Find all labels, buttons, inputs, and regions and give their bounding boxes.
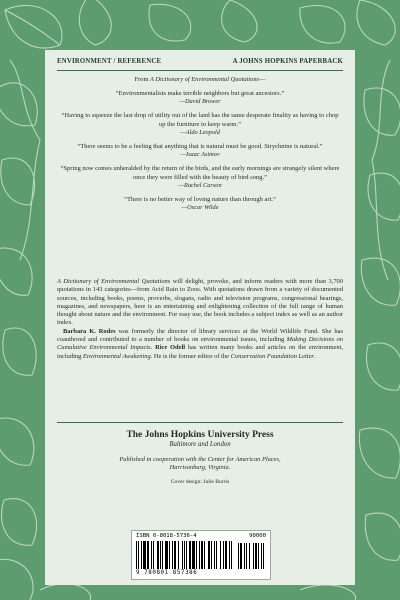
quote-author: —Rachel Carson	[178, 181, 222, 189]
author-bios: Barbara K. Rodes was formerly the director of library services at the World Wildlife Fund. She has coauthored and contributed to a number of books on environmental issues, including Making Decisions on Cumulative Environmental Impacts. Rice Odell has written many books and articles on the environment, including Environmental Awakening. He is the former editor of the Conservation Foundation Letter.	[57, 327, 344, 360]
quote-item: “Spring now comes unheralded by the return of the birds, and the early mornings are strangely silent where once they were filled with the beauty of bird song.” —Rachel Carson	[60, 165, 340, 189]
cooperation-note: Published in cooperation with the Center for American Places, Harrisonburg, Virginia.	[119, 456, 281, 471]
header-bar	[57, 58, 343, 65]
header-divider	[57, 70, 343, 71]
cover-design-credit: Cover design: Julie Burris	[170, 479, 230, 485]
isbn-text: ISBN 0-8018-5736-4	[136, 533, 197, 539]
quote-author: —Isaac Asimov	[180, 151, 220, 159]
quote-author: —Oscar Wilde	[181, 204, 219, 212]
quote-item: “Environmentalists make terrible neighbors but great ancestors.” —David Brower	[115, 90, 285, 106]
barcode-bars	[136, 541, 234, 569]
publisher-location: Baltimore and London	[169, 441, 231, 448]
barcode-number: 9 780801 857386	[136, 570, 198, 576]
quote-author: —Aldo Leopold	[180, 128, 220, 136]
category-label: ENVIRONMENT / REFERENCE	[57, 58, 162, 65]
quote-item: “There is no better way of loving nature than through art.” —Oscar Wilde	[124, 196, 276, 212]
author-name: Barbara K. Rodes	[63, 327, 116, 335]
price-code: 90000	[249, 533, 266, 539]
back-cover-panel	[45, 50, 355, 585]
publisher-divider	[57, 422, 343, 423]
barcode	[131, 530, 271, 580]
intro-book-title: A Dictionary of Environmental Quotations	[150, 76, 260, 83]
book-description: A Dictionary of Environmental Quotations will delight, provoke, and inform readers with more than 3,700 quotations in 143 categories—from Acid Rain to Zoos. With quotations drawn from a variety of documented sources, including books, poems, proverbs, slogans, radio and television programs, congressional hearings, magazines, and newspapers, here is an entertaining and enlightening collection of the full range of human thought about nature and the environment. For easy use, the book includes a subject index as well as an author index.	[57, 278, 343, 327]
publisher-block	[57, 430, 343, 485]
barcode-addon-bars	[238, 543, 266, 569]
description-block	[57, 278, 343, 361]
quote-item: “Having to squeeze the last drop of utility out of the land has the same desperate finality as having to chop up the furniture to keep warm.” —Aldo Leopold	[61, 112, 339, 136]
quotes-list	[59, 90, 341, 218]
publisher-name: The Johns Hopkins University Press	[126, 430, 274, 440]
quotes-intro: From A Dictionary of Environmental Quotations—	[134, 76, 266, 83]
series-label: A JOHNS HOPKINS PAPERBACK	[232, 58, 343, 65]
quote-author: —David Brower	[179, 98, 221, 106]
author-name: Rice Odell	[155, 344, 186, 352]
quote-item: “There seems to be a feeling that anything that is natural must be good. Strychnine is natural.” —Isaac Asimov	[77, 143, 323, 159]
